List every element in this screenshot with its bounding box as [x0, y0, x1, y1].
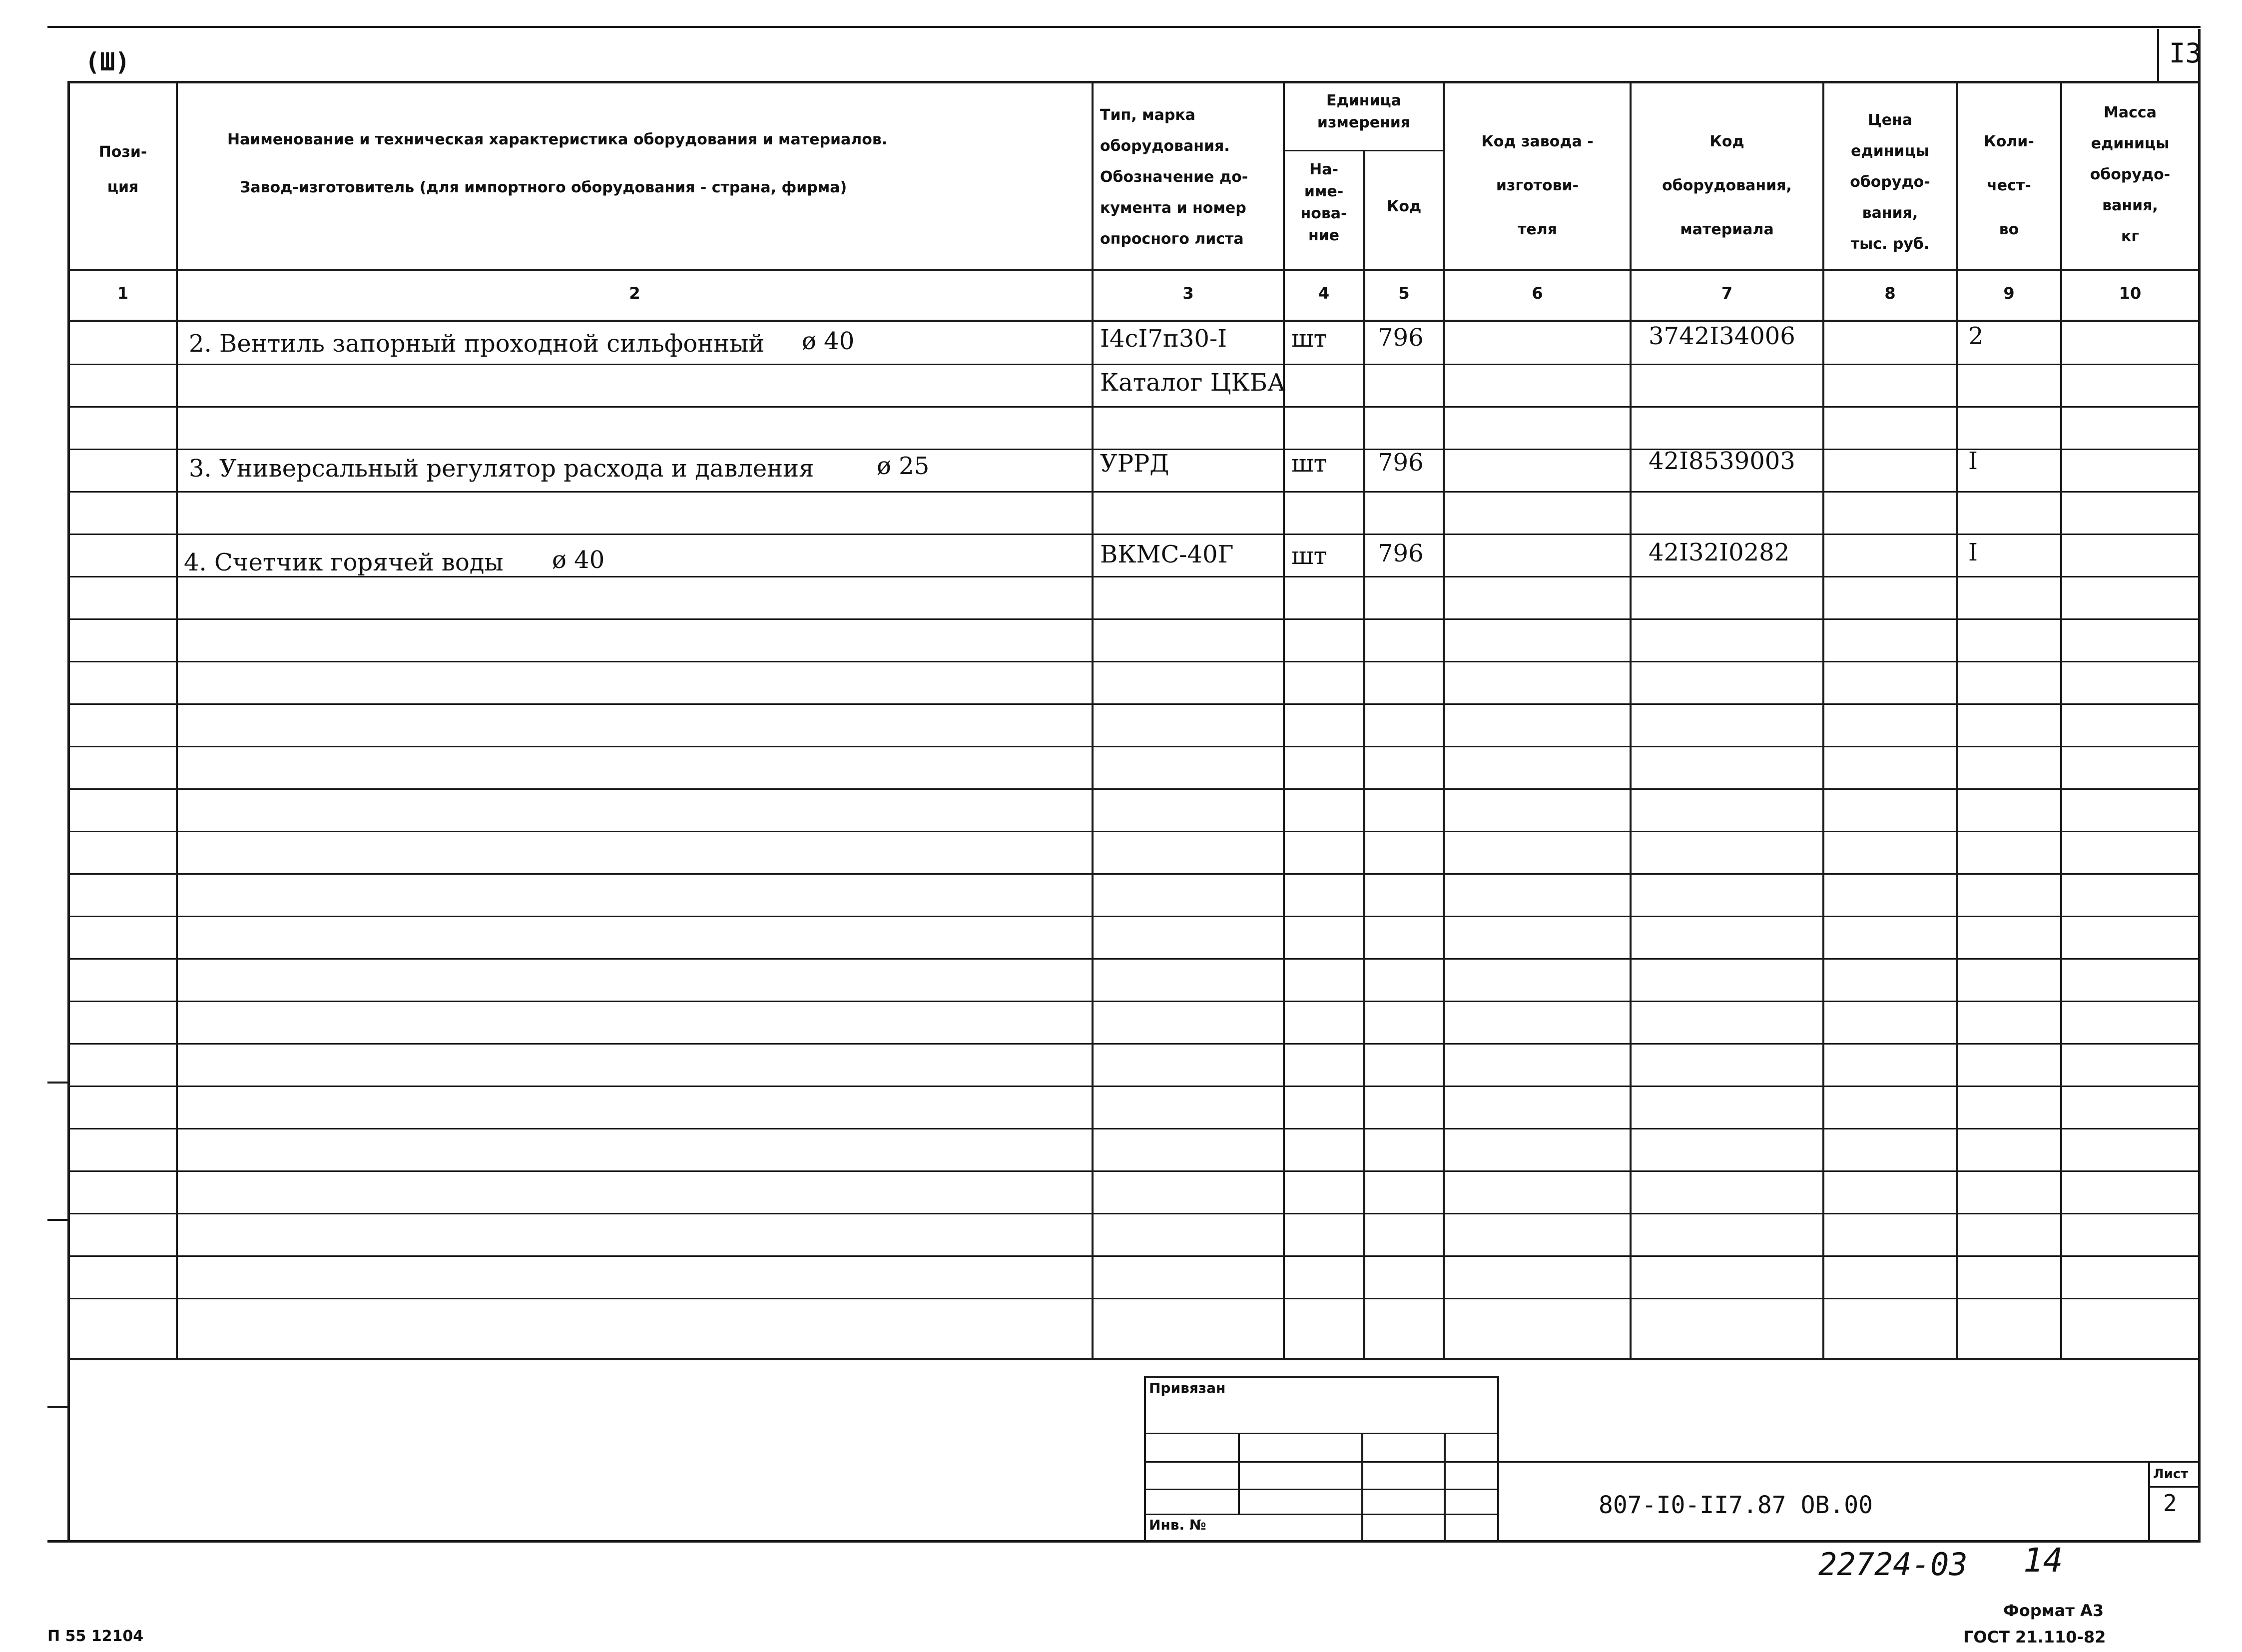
row-line	[67, 1128, 2198, 1129]
row-line	[67, 1043, 2198, 1045]
stamp-top-line	[1144, 1376, 1499, 1378]
row-3-diameter: ø 25	[877, 452, 930, 480]
stamp-privyazan-label: Привязан	[1149, 1380, 1226, 1396]
row-3-quantity: I	[1968, 447, 1978, 475]
row-line	[67, 491, 2198, 493]
frame-top-line	[67, 81, 2201, 83]
format-label: Формат А3	[2003, 1601, 2104, 1620]
row-4-name: 4. Счетчик горячей воды	[184, 549, 504, 576]
col-line-4	[1363, 150, 1365, 1360]
top-border-line	[47, 26, 2201, 28]
header-position: Пози- ция	[98, 143, 147, 196]
stamp-left-line	[1144, 1376, 1146, 1541]
sheet-number-box-left	[2157, 29, 2159, 83]
row-4-quantity: I	[1968, 539, 1978, 566]
handwritten-page: 14	[2023, 1541, 2063, 1580]
row-3-unit-code: 796	[1378, 449, 1424, 477]
printer-code: П 55 12104	[47, 1628, 144, 1645]
row-line	[67, 703, 2198, 705]
column-numbers-bottom-line	[67, 320, 2198, 322]
col-number-8: 8	[1884, 284, 1896, 303]
header-equipment-code: Код оборудования, материала	[1662, 133, 1792, 238]
row-line	[67, 1213, 2198, 1214]
row-1-name: 2. Вентиль запорный проходной сильфонный	[189, 330, 765, 358]
row-line	[67, 873, 2198, 875]
row-line	[67, 958, 2198, 960]
row-4-type: ВКМС-40Г	[1100, 541, 1234, 568]
stamp-col-line	[1361, 1433, 1363, 1541]
row-line	[67, 788, 2198, 790]
header-bottom-line	[67, 269, 2198, 271]
row-line	[67, 534, 2198, 535]
table-bottom-line	[67, 1358, 2198, 1360]
stamp-col-line	[1444, 1433, 1446, 1541]
sheet-number-top: I3	[2169, 37, 2202, 69]
header-name-line2: Завод-изготовитель (для импортного оборудования - страна, фирма)	[240, 179, 847, 196]
col-line-2	[1092, 81, 1094, 1360]
col-line-9	[2060, 81, 2062, 1360]
list-box-left	[2148, 1461, 2150, 1541]
row-line	[67, 1086, 2198, 1087]
row-line	[67, 406, 2198, 408]
col-number-1: 1	[117, 284, 129, 303]
header-unit-group: Единица измерения	[1317, 92, 1411, 131]
row-line	[67, 1255, 2198, 1257]
col-line-1	[176, 81, 178, 1360]
row-3-type: УРРД	[1100, 450, 1169, 478]
header-plant-code: Код завода - изготови- теля	[1481, 133, 1594, 238]
header-unit-name: На- име- нова- ние	[1300, 161, 1347, 244]
margin-tick	[47, 1219, 67, 1221]
col-number-3: 3	[1182, 284, 1194, 303]
row-line	[67, 746, 2198, 747]
col-number-10: 10	[2119, 284, 2142, 303]
row-line	[67, 661, 2198, 662]
stamp-col-line	[1238, 1433, 1240, 1514]
header-mass: Масса единицы оборудо- вания, кг	[2090, 104, 2171, 245]
header-price: Цена единицы оборудо- вания, тыс. руб.	[1850, 111, 1930, 253]
row-3-unit: шт	[1291, 450, 1327, 478]
col-line-6	[1630, 81, 1632, 1360]
frame-right-line	[2198, 29, 2201, 1543]
header-name-line1: Наименование и техническая характеристика оборудования и материалов.	[227, 131, 888, 148]
row-1-diameter: ø 40	[802, 327, 855, 355]
row-2-type: Каталог ЦКБА	[1100, 369, 1286, 397]
col-line-3	[1283, 81, 1285, 1360]
row-4-unit: шт	[1291, 542, 1327, 570]
col-line-8	[1956, 81, 1958, 1360]
row-1-unit-code: 796	[1378, 324, 1424, 352]
col-number-4: 4	[1318, 284, 1330, 303]
row-line	[67, 1170, 2198, 1172]
row-4-equipment-code: 42I32I0282	[1649, 539, 1790, 566]
col-line-5	[1443, 81, 1445, 1360]
margin-tick	[47, 1082, 67, 1084]
stamp-inv-no-label: Инв. №	[1149, 1517, 1206, 1533]
row-line	[67, 618, 2198, 620]
stamp-right-line	[1497, 1376, 1499, 1541]
col-line-7	[1822, 81, 1824, 1360]
col-number-6: 6	[1532, 284, 1543, 303]
row-1-equipment-code: 3742I34006	[1649, 322, 1795, 350]
row-1-unit: шт	[1291, 325, 1327, 353]
handwritten-number: 22724-03	[1818, 1546, 1968, 1583]
gost-label: ГОСТ 21.110-82	[1963, 1628, 2106, 1647]
row-4-unit-code: 796	[1378, 540, 1424, 567]
col-number-5: 5	[1398, 284, 1410, 303]
document-code: 807-I0-II7.87 ОВ.00	[1599, 1491, 1873, 1519]
corner-mark: (Ш)	[85, 47, 130, 76]
margin-tick	[47, 1406, 67, 1408]
row-line	[67, 916, 2198, 917]
header-unit-code: Код	[1386, 198, 1422, 215]
list-number: 2	[2163, 1490, 2177, 1517]
header-quantity: Коли- чест- во	[1984, 133, 2034, 238]
row-line	[67, 831, 2198, 832]
row-1-quantity: 2	[1968, 322, 1984, 350]
list-label: Лист	[2153, 1467, 2189, 1482]
row-1-type: I4cI7п30-I	[1100, 325, 1227, 353]
doc-code-box-top	[1499, 1461, 2201, 1463]
row-line	[67, 1298, 2198, 1299]
col-number-2: 2	[629, 284, 640, 303]
row-line	[67, 364, 2198, 365]
col-number-9: 9	[2003, 284, 2015, 303]
row-4-diameter: ø 40	[552, 546, 605, 574]
row-3-name: 3. Универсальный регулятор расхода и давления	[189, 455, 814, 483]
col-number-7: 7	[1721, 284, 1733, 303]
list-box-line	[2148, 1486, 2201, 1488]
row-line	[67, 1001, 2198, 1002]
row-3-equipment-code: 42I8539003	[1649, 447, 1795, 475]
frame-bottom-line	[47, 1540, 2201, 1543]
header-type: Тип, марка оборудования. Обозначение до- кумента и номер опросного листа	[1100, 106, 1248, 248]
